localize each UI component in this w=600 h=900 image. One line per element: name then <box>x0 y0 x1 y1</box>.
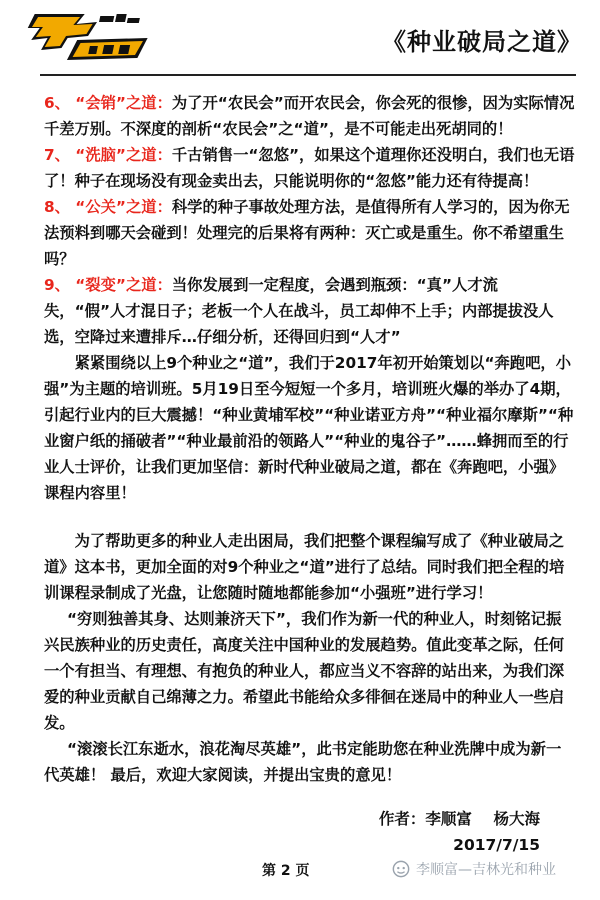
authors: 作者：李顺富 杨大海 <box>378 810 540 828</box>
item-term: “裂变”之道： <box>75 276 172 294</box>
watermark-text: 李顺富—吉林光和种业 <box>416 862 556 878</box>
header-rule <box>40 74 576 76</box>
paragraph: 紧紧围绕以上9个种业之“道”，我们于2017年初开始策划以“奔跑吧，小强”为主题的培训班。5月19日至今短短一个多月，培训班火爆的举办了4期，引起行业内的巨大震撼！“种业黄埔军校”“种业诺亚方舟”“种业福尔摩斯”“种业窗户纸的捅破者”“种业最前沿的领路人”“种业的鬼谷子”……蜂拥而至的行业人士评价，让我们更加坚信：新时代种业破局之道，都在《奔跑吧，小强》课程内容里！ <box>44 354 574 502</box>
logo <box>14 8 164 64</box>
item-number: 7、 <box>44 146 70 164</box>
article-body <box>44 90 576 788</box>
item-number: 8、 <box>44 198 70 216</box>
paragraph: 为了帮助更多的种业人走出困局，我们把整个课程编写成了《种业破局之道》这本书，更加全面的对9个种业之“道”进行了总结。同时我们把全程的培训课程录制成了光盘，让您随时随地都能参加“小强班”进行学习！ <box>44 532 565 602</box>
page-header <box>0 0 600 78</box>
list-item <box>44 142 576 194</box>
paragraph: “穷则独善其身、达则兼济天下”，我们作为新一代的种业人，时刻铭记振兴民族种业的历史责任，高度关注中国种业的发展趋势。值此变革之际，任何一个有担当、有理想、有抱负的种业人，都应当义不容辞的站出来，为我们深爱的种业贡献自己绵薄之力。希望此书能给众多徘徊在迷局中的种业人一些启发。 <box>44 610 565 732</box>
item-number: 6、 <box>44 94 70 112</box>
date: 2017/7/15 <box>453 836 540 854</box>
wechat-icon <box>392 860 410 878</box>
page-number: 第 2 页 <box>262 863 310 879</box>
item-number: 9、 <box>44 276 70 294</box>
item-term: “会销”之道： <box>75 94 172 112</box>
list-item <box>44 272 576 350</box>
logo-lettering <box>14 8 164 64</box>
book-title: 《种业破局之道》 <box>382 28 582 56</box>
item-text: 科学的种子事故处理方法，是值得所有人学习的，因为你无法预料到哪天会碰到！处理完的后果将有两种：灭亡或是重生。你不希望重生吗？ <box>44 198 570 268</box>
item-text: 当你发展到一定程度，会遇到瓶颈：“真”人才流失，“假”人才混日子；老板一个人在战斗，员工却伸不上手；内部提拔没人选，空降过来遭排斥…仔细分析，还得回归到“人才” <box>44 276 554 346</box>
signature-block <box>379 806 540 858</box>
item-term: “公关”之道： <box>75 198 172 216</box>
item-term: “洗脑”之道： <box>75 146 172 164</box>
item-text: 千古销售一“忽悠”，如果这个道理你还没明白，我们也无语了！种子在现场没有现金卖出去，只能说明你的“忽悠”能力还有待提高！ <box>44 146 575 190</box>
list-item <box>44 90 576 142</box>
list-item <box>44 194 576 272</box>
item-text: 为了开“农民会”而开农民会，你会死的很惨，因为实际情况千差万别。不深度的剖析“农民会”之“道”，是不可能走出死胡同的！ <box>44 94 575 138</box>
watermark <box>392 858 556 880</box>
paragraph: “滚滚长江东逝水，浪花淘尽英雄”，此书定能助您在种业洗牌中成为新一代英雄！ 最后，欢迎大家阅读，并提出宝贵的意见！ <box>44 740 562 784</box>
